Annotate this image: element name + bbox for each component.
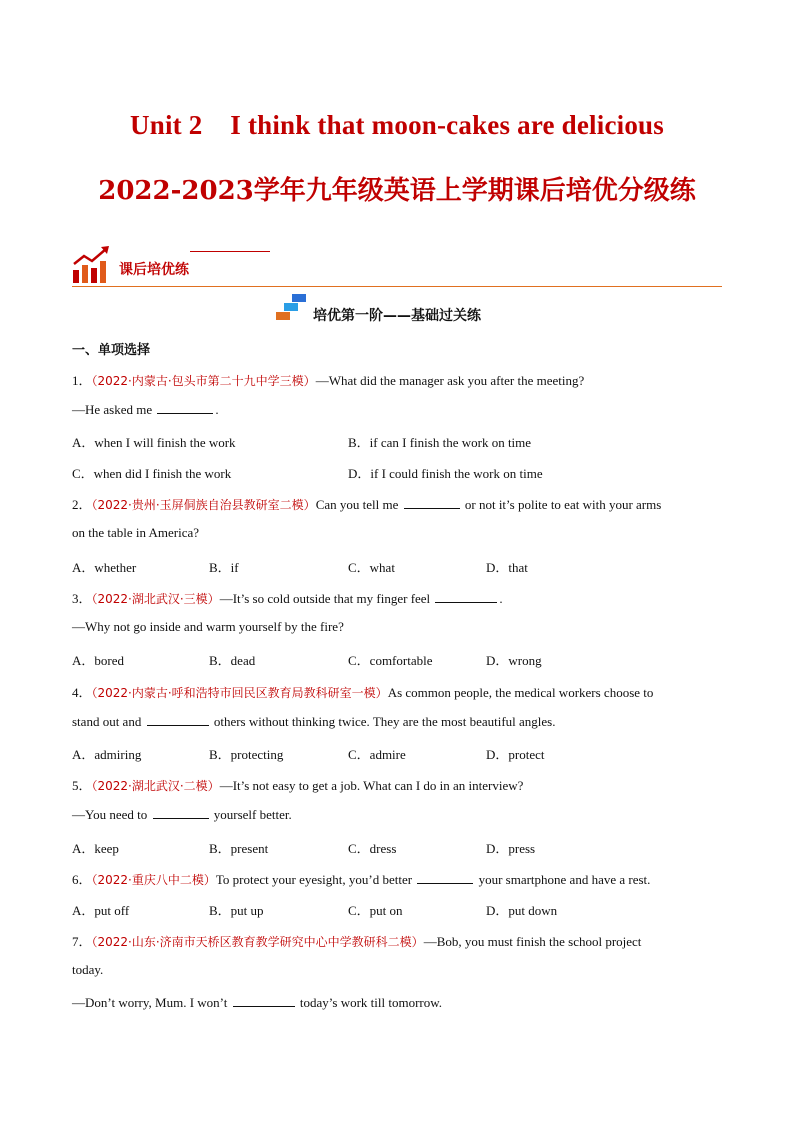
section-accent-line bbox=[190, 251, 270, 252]
option-b: B．put up bbox=[209, 903, 264, 918]
part-title: 一、单项选择 bbox=[72, 343, 151, 358]
option-c: C．put on bbox=[348, 903, 403, 918]
question-source: （2022·湖北武汉·二模） bbox=[91, 779, 220, 793]
question-text: stand out and bbox=[72, 714, 145, 729]
option-d: D．that bbox=[486, 560, 528, 575]
question-stem: . bbox=[499, 591, 503, 606]
question-number: 2． bbox=[72, 497, 92, 512]
answer-blank bbox=[153, 806, 209, 819]
question-text: —You need to bbox=[72, 807, 151, 822]
question-number: 5． bbox=[72, 778, 92, 793]
option-b: B．if can I finish the work on time bbox=[348, 435, 532, 450]
question-4 bbox=[72, 682, 653, 701]
question-2 bbox=[72, 494, 661, 513]
unit-title: Unit 2 I think that moon-cakes are delicious bbox=[130, 110, 664, 140]
question-number: 4． bbox=[72, 685, 92, 700]
question-6 bbox=[72, 869, 650, 888]
option-a: A．bored bbox=[72, 653, 124, 668]
section-label: 课后培优练 bbox=[119, 262, 189, 278]
question-text: —He asked me bbox=[72, 402, 156, 417]
stairs-icon bbox=[276, 294, 308, 322]
question-source: （2022·湖北武汉·三模） bbox=[91, 592, 220, 606]
option-b: B．dead bbox=[209, 653, 256, 668]
option-c: C．dress bbox=[348, 841, 397, 856]
question-7-line3 bbox=[72, 994, 442, 1011]
question-3-line2: —Why not go inside and warm yourself by the fire? bbox=[72, 619, 344, 634]
question-2-line2: on the table in America? bbox=[72, 525, 200, 540]
question-source: （2022·贵州·玉屏侗族自治县教研室二模） bbox=[91, 498, 316, 512]
option-a: A．put off bbox=[72, 903, 130, 918]
question-text: yourself better. bbox=[210, 807, 292, 822]
option-a: A．keep bbox=[72, 841, 119, 856]
question-stem: As common people, the medical workers choose to bbox=[387, 685, 654, 700]
growth-chart-icon bbox=[72, 244, 112, 284]
option-a: A．whether bbox=[72, 560, 137, 575]
answer-blank bbox=[417, 871, 473, 884]
option-c: C．when did I finish the work bbox=[72, 466, 232, 481]
option-c: C．admire bbox=[348, 747, 406, 762]
question-text: others without thinking twice. They are the most beautiful angles. bbox=[210, 714, 556, 729]
question-number: 1． bbox=[72, 373, 92, 388]
subsection-label: 培优第一阶——基础过关练 bbox=[313, 308, 481, 324]
question-5 bbox=[72, 775, 523, 794]
question-stem: your smartphone and have a rest. bbox=[475, 872, 651, 887]
question-7 bbox=[72, 931, 641, 950]
question-source: （2022·内蒙古·包头市第二十九中学三模） bbox=[91, 374, 316, 388]
section-divider bbox=[72, 286, 722, 287]
option-b: B．if bbox=[209, 560, 239, 575]
question-stem: —It’s so cold outside that my finger feel bbox=[219, 591, 434, 606]
answer-blank bbox=[435, 590, 497, 603]
question-number: 6． bbox=[72, 872, 92, 887]
option-c: C．comfortable bbox=[348, 653, 433, 668]
question-stem: Can you tell me bbox=[315, 497, 402, 512]
question-stem: To protect your eyesight, you’d better bbox=[215, 872, 416, 887]
answer-blank bbox=[233, 994, 295, 1007]
question-text: . bbox=[215, 402, 219, 417]
question-source: （2022·山东·济南市天桥区教育教学研究中心中学教研科二模） bbox=[91, 935, 424, 949]
answer-blank bbox=[157, 401, 213, 414]
question-1-line2 bbox=[72, 401, 219, 418]
option-a: A．admiring bbox=[72, 747, 142, 762]
option-d: D．press bbox=[486, 841, 536, 856]
option-d: D．protect bbox=[486, 747, 545, 762]
worksheet-title: 2022-2023学年九年级英语上学期课后培优分级练 bbox=[98, 176, 696, 206]
question-1 bbox=[72, 370, 584, 389]
option-d: D．wrong bbox=[486, 653, 542, 668]
question-number: 3． bbox=[72, 591, 92, 606]
question-3 bbox=[72, 588, 503, 607]
question-4-line2 bbox=[72, 713, 555, 730]
option-b: B．protecting bbox=[209, 747, 284, 762]
question-7-line2: today. bbox=[72, 962, 104, 977]
answer-blank bbox=[147, 713, 209, 726]
option-d: D．if I could finish the work on time bbox=[348, 466, 543, 481]
section-header bbox=[72, 244, 722, 288]
question-text: —Don’t worry, Mum. I won’t bbox=[72, 995, 231, 1010]
question-text: today’s work till tomorrow. bbox=[296, 995, 443, 1010]
question-stem: —What did the manager ask you after the meeting? bbox=[315, 373, 585, 388]
question-stem: —It’s not easy to get a job. What can I do in an interview? bbox=[219, 778, 524, 793]
question-number: 7． bbox=[72, 934, 92, 949]
option-b: B．present bbox=[209, 841, 269, 856]
option-c: C．what bbox=[348, 560, 395, 575]
option-d: D．put down bbox=[486, 903, 558, 918]
question-5-line2 bbox=[72, 806, 292, 823]
question-source: （2022·内蒙古·呼和浩特市回民区教育局教科研室一模） bbox=[91, 686, 388, 700]
question-source: （2022·重庆八中二模） bbox=[91, 873, 216, 887]
question-stem: or not it’s polite to eat with your arms bbox=[461, 497, 662, 512]
question-stem: —Bob, you must finish the school project bbox=[423, 934, 642, 949]
option-a: A．when I will finish the work bbox=[72, 435, 236, 450]
answer-blank bbox=[404, 496, 460, 509]
